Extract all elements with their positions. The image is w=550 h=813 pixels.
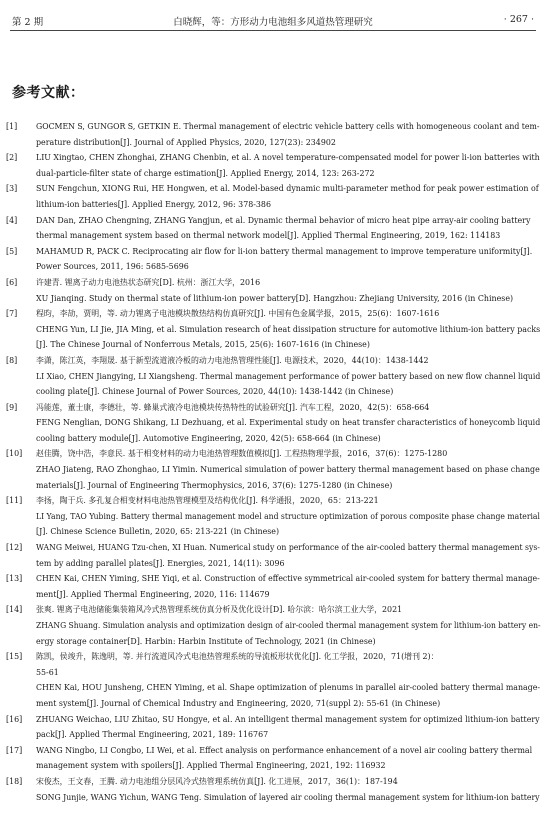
reference-item	[0, 213, 540, 244]
reference-text-line: cooling battery module[J]. Automotive Engineering, 2020, 42(5): 658-664 (in Chinese)	[36, 433, 381, 443]
reference-item	[0, 571, 540, 602]
reference-text-line: 李潇，陈江英，李翔晟. 基于新型流道液冷板的动力电池热管理性能[J]. 电源技术，2020，44(10)：1438-1442	[36, 355, 429, 365]
reference-number: [11]	[6, 496, 23, 506]
reference-text-line: 陈凯，侯竣升，陈逸明，等. 并行流道风冷式电池热管理系统的导流板形状优化[J]. 化工学报，2020，71(增刊 2)：	[36, 652, 439, 662]
reference-number: [3]	[6, 184, 18, 194]
reference-item	[0, 493, 540, 540]
reference-text-line: CHENG Yun, LI Jie, JIA Ming, et al. Simulation research of heat dissipation structure for automotive lithium-ion battery packs	[36, 324, 541, 334]
reference-number: [4]	[6, 215, 18, 225]
reference-text-line: pack[J]. Applied Thermal Engineering, 2021, 189: 116767	[36, 730, 269, 740]
reference-text-line: materials[J]. Journal of Engineering Thermophysics, 2016, 37(6): 1275-1280 (in Chinese)	[36, 480, 393, 490]
references-heading: 参考文献：	[12, 85, 85, 101]
reference-number: [10]	[6, 449, 23, 459]
reference-text-line: GOCMEN S, GUNGOR S, GETKIN E. Thermal management of electric vehicle battery cells with homogeneous coolant and tem-	[36, 122, 540, 131]
reference-text-line: 张爽. 锂离子电池储能集装箱风冷式热管理系统仿真分析及优化设计[D]. 哈尔滨：哈尔滨工业大学，2021	[36, 605, 403, 615]
reference-item	[0, 150, 540, 181]
reference-number: [5]	[6, 246, 18, 256]
reference-item	[0, 649, 540, 711]
reference-text-line: [J]. Chinese Science Bulletin, 2020, 65: 213-221 (in Chinese)	[36, 527, 280, 537]
reference-number: [2]	[6, 153, 18, 163]
reference-text-line: 宋俊杰，王文春，王腾. 动力电池组分层风冷式热管理系统仿真[J]. 化工进展，2017，36(1)：187-194	[36, 776, 398, 786]
reference-text-line: LIU Xingtao, CHEN Zhonghai, ZHANG Chenbin, et al. A novel temperature-compensated model for power li-ion batteries with	[36, 153, 540, 163]
reference-item	[0, 181, 540, 212]
reference-text-line: LI Xiao, CHEN Jiangying, LI Xiangsheng. Thermal management performance of power battery based on new flow channel liquid	[36, 371, 541, 381]
reference-item	[0, 244, 540, 275]
issue-number: 第 2 期	[12, 17, 44, 28]
running-title: 白晓辉，等：方形动力电池组多风道热管理研究	[173, 17, 373, 28]
reference-item	[0, 712, 540, 743]
reference-text-line: DAN Dan, ZHAO Chengning, ZHANG Yangjun, et al. Dynamic thermal behavior of micro heat pipe array-air cooling battery	[36, 215, 531, 225]
reference-number: [14]	[6, 605, 23, 615]
reference-text-line: SUN Fengchun, XIONG Rui, HE Hongwen, et al. Model-based dynamic multi-parameter method for peak power estimation of	[36, 184, 539, 194]
reference-number: [8]	[6, 355, 18, 365]
reference-number: [6]	[6, 277, 18, 287]
reference-item	[0, 306, 540, 353]
reference-number: [1]	[6, 122, 18, 131]
reference-item	[0, 119, 540, 150]
reference-list	[0, 119, 540, 805]
reference-number: [7]	[6, 309, 18, 319]
reference-text-line: Power Sources, 2011, 196: 5685-5696	[36, 262, 189, 272]
reference-text-line: MAHAMUD R, PACK C. Reciprocating air flow for li-ion battery thermal management to improve temperature uniformity[J].	[36, 246, 533, 256]
reference-text-line: thermal management system based on thermal network model[J]. Applied Thermal Engineering, 2019, 162: 114183	[36, 231, 501, 241]
reference-item	[0, 602, 540, 649]
reference-text-line: WANG Meiwei, HUANG Tzu-chen, XI Huan. Numerical study on performance of the air-cooled battery thermal management sys-	[36, 543, 540, 553]
reference-text-line: ZHANG Shuang. Simulation analysis and optimization design of air-cooled thermal management system for lithium-ion battery en-	[36, 621, 541, 630]
reference-item	[0, 774, 540, 805]
reference-number: [17]	[6, 745, 23, 755]
reference-text-line: 55-61	[36, 667, 59, 677]
reference-number: [16]	[6, 714, 23, 724]
reference-item	[0, 446, 540, 493]
reference-text-line: LI Yang, TAO Yubing. Battery thermal management model and structure optimization of porous composite phase change material	[36, 511, 540, 521]
reference-text-line: management system with spoilers[J]. Applied Thermal Engineering, 2021, 192: 116932	[36, 761, 386, 771]
reference-text-line: FENG Nenglian, DONG Shikang, LI Dezhuang, et al. Experimental study on heat transfer characteristics of honeycomb liquid	[36, 418, 541, 428]
reference-item	[0, 540, 540, 571]
reference-text-line: 李扬，陶于兵. 多孔复合相变材料电池热管理模型及结构优化[J]. 科学通报，2020，65：213-221	[36, 496, 379, 506]
page-number: · 267 ·	[503, 14, 534, 25]
reference-number: [9]	[6, 402, 18, 412]
reference-item	[0, 275, 540, 306]
reference-text-line: WANG Ningbo, LI Congbo, LI Wei, et al. Effect analysis on performance enhancement of a novel air cooling battery thermal	[36, 745, 533, 755]
reference-text-line: ZHAO Jiateng, RAO Zhonghao, LI Yimin. Numerical simulation of power battery thermal management based on phase change	[36, 465, 540, 475]
reference-text-line: ZHUANG Weichao, LIU Zhitao, SU Hongye, et al. An intelligent thermal management system for optimized lithium-ion battery	[36, 714, 540, 724]
header-rule	[10, 30, 536, 31]
reference-text-line: lithium-ion batteries[J]. Applied Energy, 2012, 96: 378-386	[36, 199, 271, 209]
reference-text-line: tem by adding parallel plates[J]. Energies, 2021, 14(11): 3096	[36, 558, 285, 568]
reference-text-line: ment[J]. Applied Thermal Engineering, 2020, 116: 114679	[36, 589, 270, 599]
reference-text-line: 许建青. 锂离子动力电池热状态研究[D]. 杭州：浙江大学，2016	[36, 277, 261, 287]
reference-item	[0, 353, 540, 400]
reference-text-line: ment system[J]. Journal of Chemical Industry and Engineering, 2020, 71(suppl 2): 55-61 (in Chinese)	[36, 698, 441, 708]
reference-item	[0, 400, 540, 447]
reference-text-line: 程昀，李劼，贾明，等. 动力锂离子电池模块散热结构仿真研究[J]. 中国有色金属学报，2015，25(6)：1607-1616	[36, 309, 440, 319]
reference-text-line: XU Jianqing. Study on thermal state of lithium-ion power battery[D]. Hangzhou: Zhejiang University, 2016 (in Chinese)	[36, 293, 514, 303]
reference-text-line: dual-particle-filter state of charge estimation[J]. Applied Energy, 2014, 123: 263-272	[36, 168, 375, 178]
reference-text-line: [J]. The Chinese Journal of Nonferrous Metals, 2015, 25(6): 1607-1616 (in Chinese)	[36, 340, 370, 350]
reference-text-line: SONG Junjie, WANG Yichun, WANG Teng. Simulation of layered air cooling thermal management system for lithium-ion battery	[36, 792, 540, 802]
reference-item	[0, 743, 540, 774]
reference-text-line: 赵佳腾，饶中浩，李意民. 基于相变材料的动力电池热管理数值模拟[J]. 工程热物理学报，2016，37(6)：1275-1280	[36, 449, 448, 459]
reference-text-line: cooling plate[J]. Chinese Journal of Power Sources, 2020, 44(10): 1438-1442 (in Chinese)	[36, 387, 394, 397]
reference-number: [12]	[6, 543, 23, 553]
running-header	[12, 10, 534, 32]
reference-text-line: CHEN Kai, CHEN Yiming, SHE Yiqi, et al. Construction of effective symmetrical air-cooled system for battery thermal manage-	[36, 574, 540, 584]
reference-number: [13]	[6, 574, 23, 584]
reference-text-line: ergy storage container[D]. Harbin: Harbin Institute of Technology, 2021 (in Chinese)	[36, 636, 376, 646]
reference-text-line: 冯能莲，董士康，李德壮，等. 蜂巢式液冷电池模块传热特性的试验研究[J]. 汽车工程，2020，42(5)：658-664	[36, 402, 430, 412]
reference-text-line: CHEN Kai, HOU Junsheng, CHEN Yiming, et al. Shape optimization of plenums in parallel air-cooled battery thermal manage-	[36, 683, 541, 693]
reference-number: [15]	[6, 652, 23, 662]
reference-text-line: perature distribution[J]. Journal of Applied Physics, 2020, 127(23): 234902	[36, 137, 336, 147]
reference-number: [18]	[6, 776, 23, 786]
